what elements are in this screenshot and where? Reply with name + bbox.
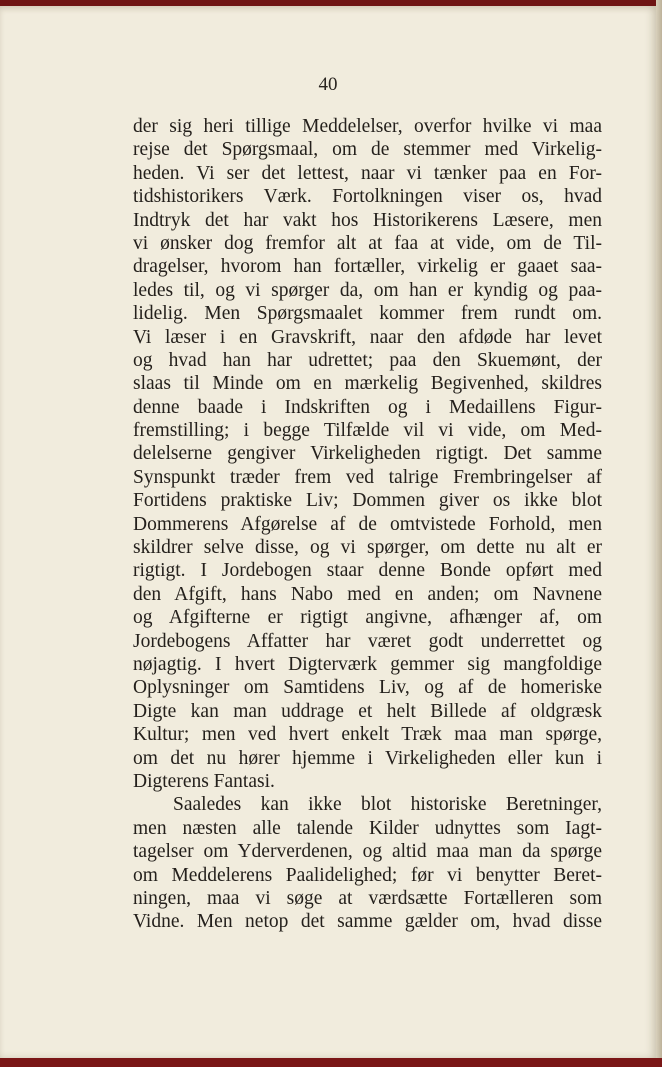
text-line: skildrer selve disse, og vi spørger, om dette nu alt er (133, 537, 602, 559)
text-line: Saaledes kan ikke blot historiske Beretninger, (173, 794, 602, 816)
cover-edge (0, 1058, 662, 1067)
text-line: om det nu hører hjemme i Virkeligheden eller kun i (133, 747, 602, 769)
text-line: Vi læser i en Gravskrift, naar den afdøde har levet (133, 326, 602, 348)
text-line: Vidne. Men netop det samme gælder om, hvad disse (133, 911, 602, 933)
text-line: fremstilling; i begge Tilfælde vil vi vide, om Med- (133, 420, 602, 442)
text-line: Fortidens praktiske Liv; Dommen giver os ikke blot (133, 490, 602, 512)
text-line: Digterens Fantasi. (133, 770, 275, 792)
text-line: tidshistorikers Værk. Fortolkningen viser os, hvad (133, 186, 602, 208)
text-line: Indtryk det har vakt hos Historikerens Læsere, men (133, 209, 602, 231)
text-line: Digte kan man uddrage et helt Billede af oldgræsk (133, 700, 602, 722)
text-line: der sig heri tillige Meddelelser, overfor hvilke vi maa (133, 116, 602, 137)
text-line: Oplysninger om Samtidens Liv, og af de homeriske (133, 677, 602, 699)
text-line: tagelser om Yderverdenen, og altid maa man da spørge (133, 841, 602, 863)
text-line: lidelig. Men Spørgsmaalet kommer frem rundt om. (133, 303, 602, 325)
text-line: vi ønsker dog fremfor alt at faa at vide, om de Til- (133, 232, 602, 254)
text-line: rigtigt. I Jordebogen staar denne Bonde opført med (133, 560, 602, 582)
text-line: nøjagtig. I hvert Digterværk gemmer sig mangfoldige (133, 653, 602, 675)
text-line: Dommerens Afgørelse af de omtvistede Forhold, men (133, 513, 602, 535)
text-line: delelserne gengiver Virkeligheden rigtigt. Det samme (133, 443, 602, 465)
page-number: 40 (318, 74, 338, 95)
text-line: rejse det Spørgsmaal, om de stemmer med Virkelig- (133, 139, 602, 161)
text-line: om Meddelerens Paalidelighed; før vi benytter Beret- (133, 864, 602, 886)
body-text (133, 115, 602, 934)
text-line: slaas til Minde om en mærkelig Begivenhed, skildres (133, 373, 602, 395)
text-line: og Afgifterne er rigtigt angivne, afhænger af, om (133, 607, 602, 629)
text-line: dragelser, hvorom han fortæller, virkelig er gaaet saa- (133, 256, 602, 278)
text-line: Jordebogens Affatter har været godt underrettet og (133, 630, 602, 652)
text-line: Synspunkt træder frem ved talrige Frembringelser af (133, 466, 602, 488)
text-line: Kultur; men ved hvert enkelt Træk maa man spørge, (133, 724, 602, 746)
page-edge (656, 0, 662, 1067)
text-line: den Afgift, hans Nabo med en anden; om Navnene (133, 583, 602, 605)
text-line: ledes til, og vi spørger da, om han er kyndig og paa- (133, 279, 602, 301)
text-line: ningen, maa vi søge at værdsætte Fortælleren som (133, 887, 602, 909)
text-line: denne baade i Indskriften og i Medaillens Figur- (133, 396, 602, 418)
text-line: men næsten alle talende Kilder udnyttes som Iagt- (133, 817, 602, 839)
book-page (0, 6, 656, 1058)
text-line: og hvad han har udrettet; paa den Skuemønt, der (133, 349, 602, 371)
text-line: heden. Vi ser det lettest, naar vi tænker paa en For- (133, 162, 602, 184)
